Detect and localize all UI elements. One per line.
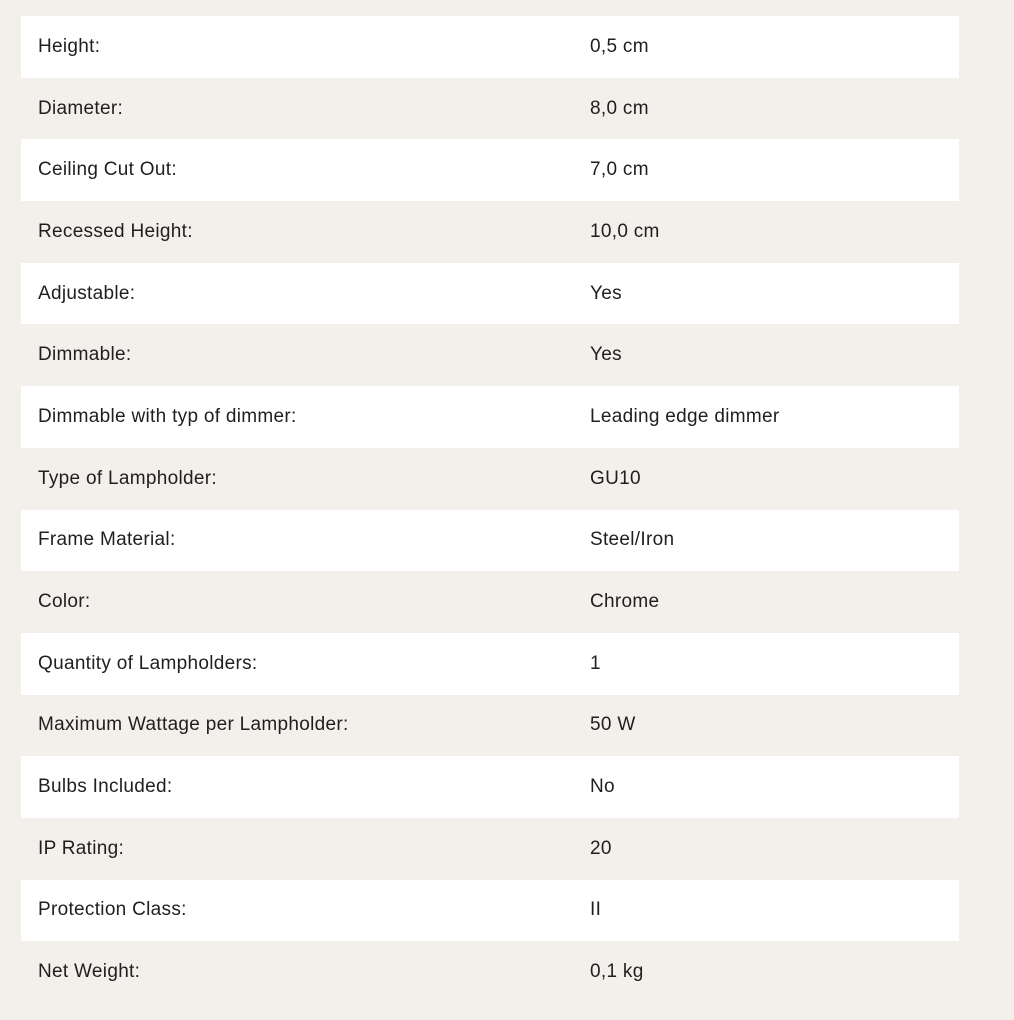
spec-row-ip-rating — [21, 818, 959, 880]
spec-label: Maximum Wattage per Lampholder: — [38, 714, 349, 736]
spec-value: 10,0 cm — [590, 220, 660, 242]
spec-value: 0,1 kg — [590, 961, 644, 983]
spec-label: Color: — [38, 591, 91, 613]
spec-row-color — [21, 571, 959, 633]
spec-value: 50 W — [590, 714, 636, 736]
spec-label: Dimmable with typ of dimmer: — [38, 405, 297, 427]
spec-row-bulbs-included — [21, 756, 959, 818]
spec-row-max-wattage — [21, 695, 959, 757]
spec-label: Frame Material: — [38, 529, 176, 551]
spec-label: Adjustable: — [38, 282, 136, 304]
spec-row-frame-material — [21, 510, 959, 572]
spec-value: II — [590, 899, 602, 921]
spec-label: Diameter: — [38, 97, 124, 119]
spec-label: Protection Class: — [38, 899, 187, 921]
spec-label: Bulbs Included: — [38, 776, 173, 798]
spec-label: Ceiling Cut Out: — [38, 159, 177, 181]
spec-row-lampholder-quantity — [21, 633, 959, 695]
spec-label: Quantity of Lampholders: — [38, 652, 258, 674]
spec-label: Type of Lampholder: — [38, 467, 217, 489]
spec-label: Dimmable: — [38, 344, 132, 366]
spec-row-dimmer-type — [21, 386, 959, 448]
spec-label: IP Rating: — [38, 837, 125, 859]
spec-value: Leading edge dimmer — [590, 405, 780, 427]
spec-value: 0,5 cm — [590, 35, 649, 57]
spec-value: 8,0 cm — [590, 97, 649, 119]
spec-value: Yes — [590, 344, 622, 366]
spec-label: Net Weight: — [38, 961, 141, 983]
spec-row-height — [21, 16, 959, 78]
spec-row-protection-class — [21, 880, 959, 942]
spec-row-diameter — [21, 78, 959, 140]
spec-value: No — [590, 776, 615, 798]
spec-value: 7,0 cm — [590, 159, 649, 181]
spec-label: Height: — [38, 35, 101, 57]
spec-value: GU10 — [590, 467, 641, 489]
spec-row-net-weight — [21, 941, 959, 1003]
spec-value: Steel/Iron — [590, 529, 675, 551]
spec-value: 1 — [590, 652, 601, 674]
spec-value: Chrome — [590, 591, 660, 613]
spec-row-recessed-height — [21, 201, 959, 263]
spec-value: Yes — [590, 282, 622, 304]
spec-row-ceiling-cut-out — [21, 139, 959, 201]
specification-table — [21, 16, 959, 1003]
spec-row-lampholder-type — [21, 448, 959, 510]
spec-row-dimmable — [21, 324, 959, 386]
spec-row-adjustable — [21, 263, 959, 325]
spec-value: 20 — [590, 837, 612, 859]
spec-label: Recessed Height: — [38, 220, 193, 242]
